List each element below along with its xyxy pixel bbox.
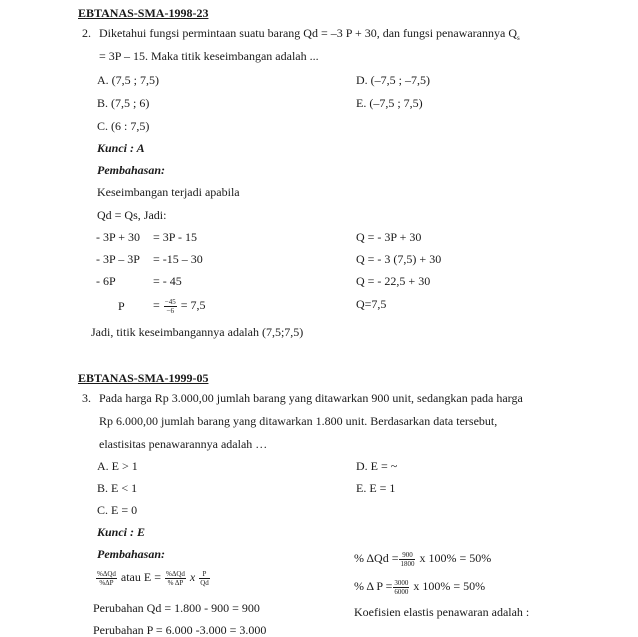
q1-right-row4: Q=7,5 bbox=[356, 297, 387, 311]
q1-p-fraction: $\frac{-45}{-6}$ bbox=[164, 297, 176, 315]
q1-key: Kunci : A bbox=[97, 141, 145, 155]
q2-option-c: C. E = 0 bbox=[97, 503, 138, 517]
q2-number: 3. bbox=[82, 391, 91, 405]
q2-text-line3: elastisitas penawarannya adalah … bbox=[99, 437, 268, 451]
q2-pct-qd: % ΔQd = $\frac{900}{1800}$ x 100% = 50% bbox=[354, 550, 492, 568]
q2-heading: EBTANAS-SMA-1999-05 bbox=[78, 371, 209, 385]
q1-p-equation: = $\frac{-45}{-6}$ = 7,5 bbox=[153, 297, 206, 315]
q2-text-line1: Pada harga Rp 3.000,00 jumlah barang yang ditawarkan 900 unit, sedangkan pada harga bbox=[99, 391, 523, 405]
q1-row1-rhs: = 3P - 15 bbox=[153, 230, 197, 244]
q1-text-line2: = 3P – 15. Maka titik keseimbangan adalah ... bbox=[99, 49, 319, 63]
q2-change-p: Perubahan P = 6.000 -3.000 = 3.000 bbox=[93, 623, 267, 637]
q2-formula-frac3: $\frac{P}{Qd}$ bbox=[200, 569, 209, 587]
q1-row3-rhs: = - 45 bbox=[153, 274, 182, 288]
q2-change-qd: Perubahan Qd = 1.800 - 900 = 900 bbox=[93, 601, 260, 615]
q2-discussion-label: Pembahasan: bbox=[97, 547, 166, 561]
q2-option-e: E. E = 1 bbox=[356, 481, 396, 495]
q2-option-b: B. E < 1 bbox=[97, 481, 138, 495]
q1-discussion-label: Pembahasan: bbox=[97, 163, 166, 177]
q2-text-line2: Rp 6.000,00 jumlah barang yang ditawarkan 1.800 unit. Berdasarkan data tersebut, bbox=[99, 414, 498, 428]
q1-p-lhs: P bbox=[118, 299, 125, 313]
q1-row1-lhs: - 3P + 30 bbox=[96, 230, 140, 244]
q1-row3-lhs: - 6P bbox=[96, 274, 116, 288]
q1-option-b: B. (7,5 ; 6) bbox=[97, 96, 150, 110]
q2-key: Kunci : E bbox=[97, 525, 146, 539]
q1-line-qd-qs: Qd = Qs, Jadi: bbox=[97, 208, 167, 222]
q1-right-row1: Q = - 3P + 30 bbox=[356, 230, 422, 244]
q2-pct-p: % Δ P = $\frac{3000}{6000}$ x 100% = 50% bbox=[354, 578, 486, 596]
q2-elastic-label: Koefisien elastis penawaran adalah : bbox=[354, 605, 530, 619]
q2-formula: $\frac{\text{\%ΔQd}}{\%\Delta P}$ atau E = $\frac{\text{\%ΔQd}}{\% \Delta P}$ x $\frac{P}{Qd}$ bbox=[97, 569, 209, 587]
q1-right-row2: Q = - 3 (7,5) + 30 bbox=[356, 252, 442, 266]
q1-text-line1: Diketahui fungsi permintaan suatu barang Qd = –3 P + 30, dan fungsi penawarannya $Q_s$ bbox=[99, 26, 520, 42]
q2-option-a: A. E > 1 bbox=[97, 459, 138, 473]
q1-conclusion: Jadi, titik keseimbangannya adalah (7,5;7,5) bbox=[91, 325, 304, 339]
q2-formula-frac1: $\frac{\text{\%ΔQd}}{\%\Delta P}$ bbox=[97, 569, 116, 587]
q1-number: 2. bbox=[82, 26, 91, 40]
q1-option-e: E. (–7,5 ; 7,5) bbox=[356, 96, 423, 110]
q1-row2-lhs: - 3P – 3P bbox=[96, 252, 140, 266]
q1-option-c: C. (6 : 7,5) bbox=[97, 119, 150, 133]
q1-option-a: A. (7,5 ; 7,5) bbox=[97, 73, 159, 87]
q1-option-d: D. (–7,5 ; –7,5) bbox=[356, 73, 430, 87]
q1-right-row3: Q = - 22,5 + 30 bbox=[356, 274, 431, 288]
q1-line-equilibrium: Keseimbangan terjadi apabila bbox=[97, 185, 240, 199]
q1-heading: EBTANAS-SMA-1998-23 bbox=[78, 6, 209, 20]
q2-option-d: D. E = ~ bbox=[356, 459, 398, 473]
q2-formula-frac2: $\frac{\text{\%ΔQd}}{\% \Delta P}$ bbox=[165, 569, 185, 587]
q1-row2-rhs: = -15 – 30 bbox=[153, 252, 203, 266]
